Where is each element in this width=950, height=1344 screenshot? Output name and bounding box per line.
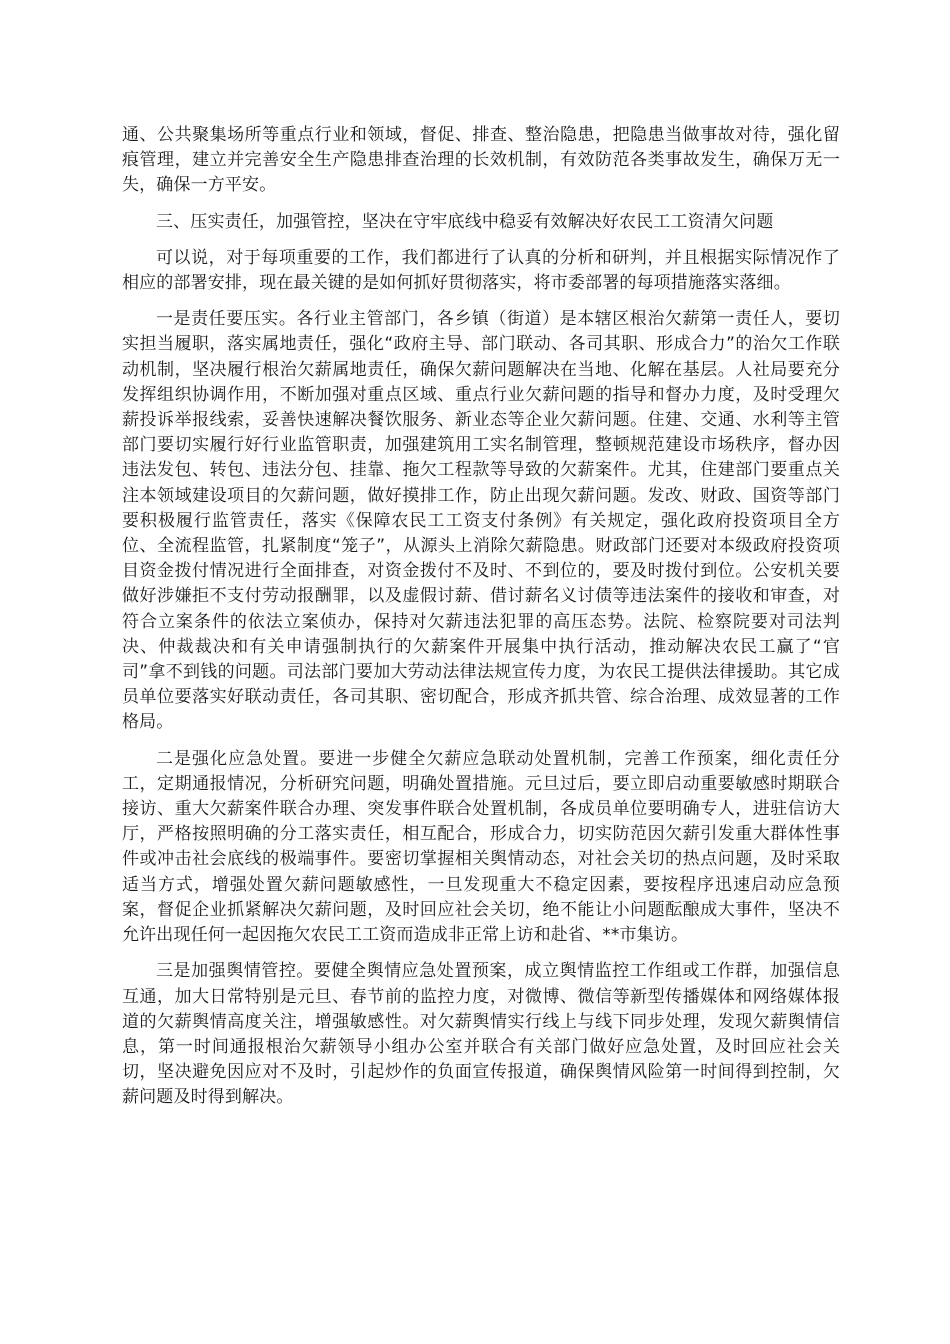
paragraph-intro: 可以说，对于每项重要的工作，我们都进行了认真的分析和研判，并且根据实际情况作了相应的部署安排，现在最关键的是如何抓好贯彻落实，将市委部署的每项措施落实落细。 <box>122 247 840 294</box>
document-page <box>122 123 840 1122</box>
paragraph-continuation: 通、公共聚集场所等重点行业和领域，督促、排查、整治隐患，把隐患当做事故对待，强化留痕管理，建立并完善安全生产隐患排查治理的长效机制，有效防范各类事故发生，确保万无一失，确保一方平安。 <box>122 125 840 196</box>
section-heading-3: 三、压实责任，加强管控，坚决在守牢底线中稳妥有效解决好农民工工资清欠问题 <box>156 211 774 232</box>
paragraph-emergency: 二是强化应急处置。要进一步健全欠薪应急联动处置机制，完善工作预案，细化责任分工，定期通报情况，分析研究问题，明确处置措施。元旦过后，要立即启动重要敏感时期联合接访、重大欠薪案件联合办理、突发事件联合处置机制，各成员单位要明确专人，进驻信访大厅，严格按照明确的分工落实责任，相互配合，形成合力，切实防范因欠薪引发重大群体性事件或冲击社会底线的极端事件。要密切掌握相关舆情动态，对社会关切的热点问题，及时采取适当方式，增强处置欠薪问题敏感性，一旦发现重大不稳定因素，要按程序迅速启动应急预案，督促企业抓紧解决欠薪问题，及时回应社会关切，绝不能让小问题酝酿成大事件，坚决不允许出现任何一起因拖欠农民工工资而造成非正常上访和赴省、**市集访。 <box>122 748 840 946</box>
paragraph-public-opinion: 三是加强舆情管控。要健全舆情应急处置预案，成立舆情监控工作组或工作群，加强信息互通，加大日常特别是元旦、春节前的监控力度，对微博、微信等新型传播媒体和网络媒体报道的欠薪舆情高度关注，增强敏感性。对欠薪舆情实行线上与线下同步处理，发现欠薪舆情信息，第一时间通报根治欠薪领导小组办公室并联合有关部门做好应急处置，及时回应社会关切，坚决避免因应对不及时，引起炒作的负面宣传报道，确保舆情风险第一时间得到控制，欠薪问题及时得到解决。 <box>122 961 840 1108</box>
paragraph-responsibility: 一是责任要压实。各行业主管部门，各乡镇（街道）是本辖区根治欠薪第一责任人，要切实担当履职，落实属地责任，强化“政府主导、部门联动、各司其职、形成合力”的治欠工作联动机制，坚决履行根治欠薪属地责任，确保欠薪问题解决在当地、化解在基层。人社局要充分发挥组织协调作用，不断加强对重点区域、重点行业欠薪问题的指导和督办力度，及时受理欠薪投诉举报线索，妥善快速解决餐饮服务、新业态等企业欠薪问题。住建、交通、水利等主管部门要切实履行好行业监管职责，加强建筑用工实名制管理，整顿规范建设市场秩序，督办因违法发包、转包、违法分包、挂靠、拖欠工程款等导致的欠薪案件。尤其，住建部门要重点关注本领域建设项目的欠薪问题，做好摸排工作，防止出现欠薪问题。发改、财政、国资等部门要积极履行监管责任，落实《保障农民工工资支付条例》有关规定，强化政府投资项目全方位、全流程监管，扎紧制度“笼子”，从源头上消除欠薪隐患。财政部门还要对本级政府投资项目资金拨付情况进行全面排查，对资金拨付不及时、不到位的，要及时拨付到位。公安机关要做好涉嫌拒不支付劳动报酬罪，以及虚假讨薪、借讨薪名义讨债等违法案件的接收和审查，对符合立案条件的依法立案侦办，保持对欠薪违法犯罪的高压态势。法院、检察院要对司法判决、仲裁裁决和有关申请强制执行的欠薪案件开展集中执行活动，推动解决农民工赢了“官司”拿不到钱的问题。司法部门要加大劳动法律法规宣传力度，为农民工提供法律援助。其它成员单位要落实好联动责任，各司其职、密切配合，形成齐抓共管、综合治理、成效显著的工作格局。 <box>122 309 840 733</box>
